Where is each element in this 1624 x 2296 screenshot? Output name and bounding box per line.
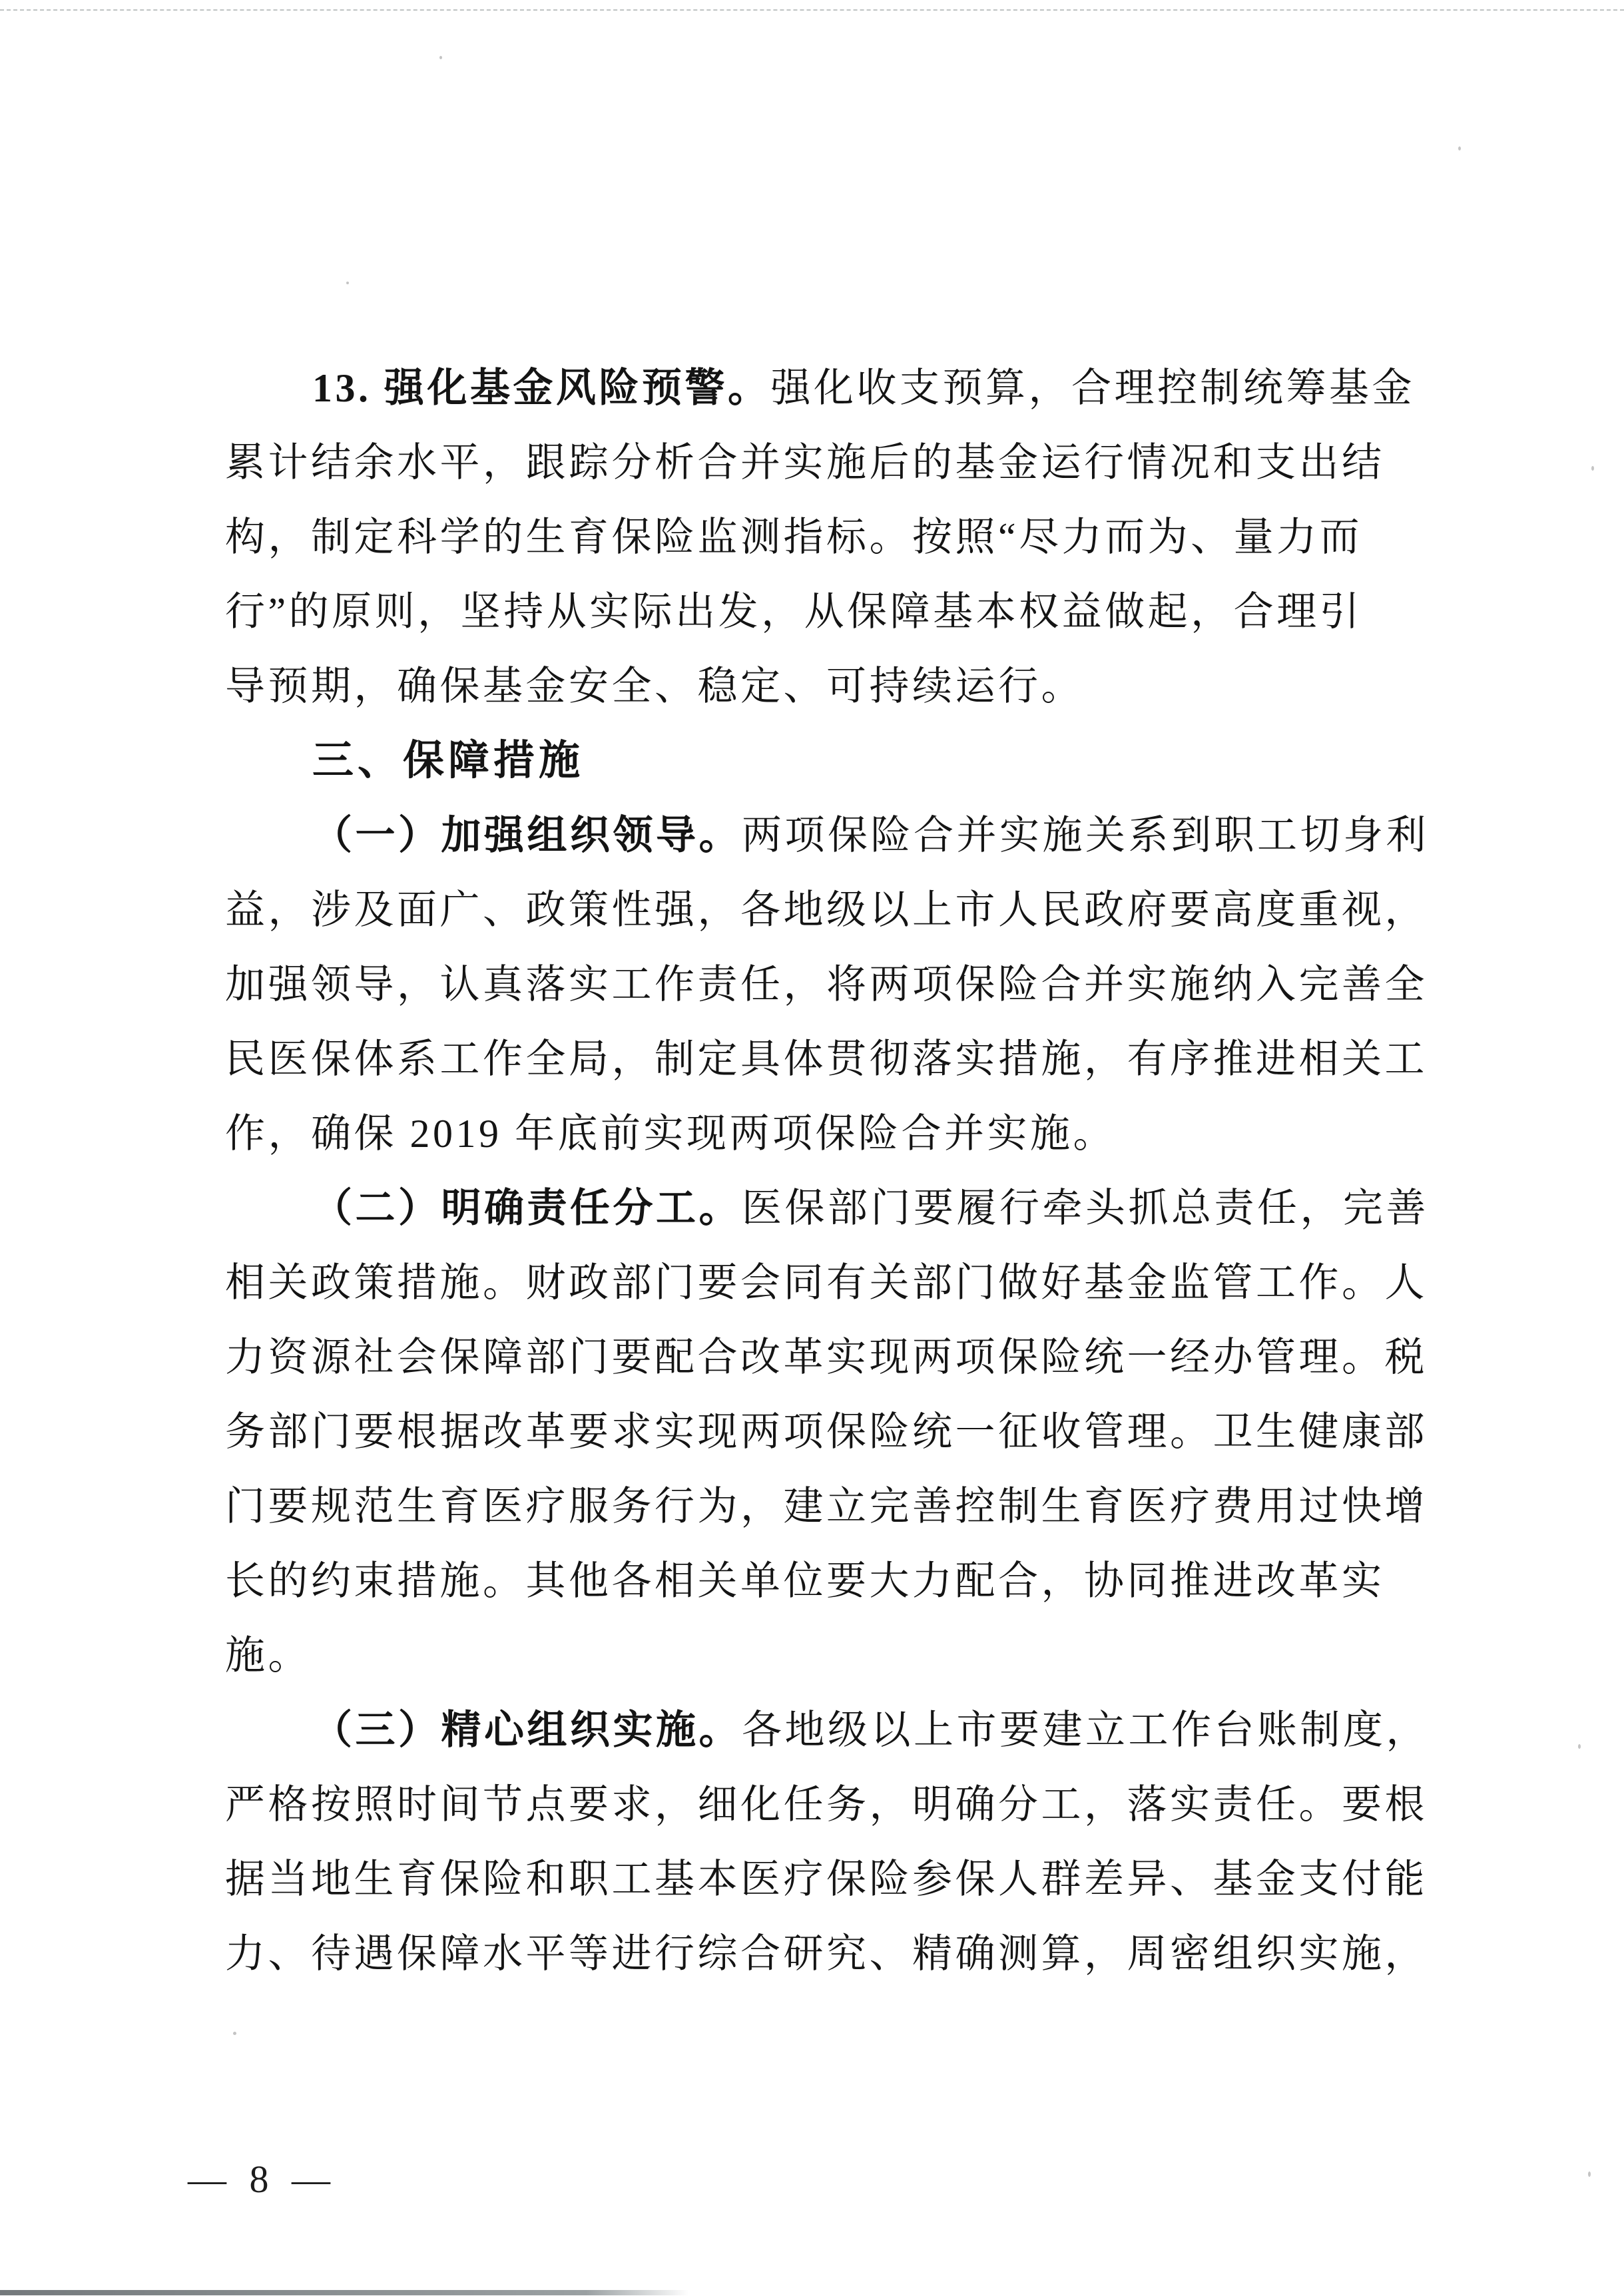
text-line: 相关政策措施。财政部门要会同有关部门做好基金监管工作。人: [225, 1261, 1428, 1305]
scan-speck: [233, 2032, 236, 2035]
text-line: 民医保体系工作全局，制定具体贯彻落实措施，有序推进相关工: [225, 1037, 1428, 1081]
scan-top-edge-artifact: [0, 9, 1624, 11]
paragraph-lead: （三）精心组织实施。: [312, 1708, 742, 1752]
text-line: 务部门要根据改革要求实现两项保险统一征收管理。卫生健康部: [225, 1410, 1428, 1454]
text-line: 13. 强化基金风险预警。强化收支预算，合理控制统筹基金: [312, 366, 1415, 410]
scan-speck: [1458, 146, 1461, 150]
scan-speck: [1591, 466, 1594, 471]
scan-bottom-edge-artifact: [0, 2290, 689, 2295]
paragraph-lead: （一）加强组织领导。: [312, 813, 742, 857]
paragraph-lead: （二）明确责任分工。: [312, 1186, 742, 1230]
text-line: 累计结余水平，跟踪分析合并实施后的基金运行情况和支出结: [225, 441, 1385, 485]
document-body: [225, 351, 1429, 1991]
text-line: 作，确保 2019 年底前实现两项保险合并实施。: [225, 1112, 1116, 1156]
scan-speck: [346, 282, 349, 284]
text-line: 施。: [225, 1634, 311, 1678]
text-line: 益，涉及面广、政策性强，各地级以上市人民政府要高度重视，: [225, 888, 1428, 932]
text-line: 导预期，确保基金安全、稳定、可持续运行。: [225, 664, 1084, 708]
section-heading-label: 三、保障措施: [312, 738, 585, 784]
scan-speck: [439, 56, 442, 59]
text-line: 力、待遇保障水平等进行综合研究、精确测算，周密组织实施，: [225, 1932, 1428, 1976]
paragraph-lead: 13. 强化基金风险预警。: [312, 366, 771, 410]
text-line: （一）加强组织领导。两项保险合并实施关系到职工切身利: [312, 813, 1429, 857]
text-line: 力资源社会保障部门要配合改革实现两项保险统一经办管理。税: [225, 1335, 1428, 1379]
text-line: 构，制定科学的生育保险监测指标。按照“尽力而为、量力而: [225, 515, 1363, 559]
text-line: 长的约束措施。其他各相关单位要大力配合，协同推进改革实: [225, 1559, 1385, 1603]
text-line: 严格按照时间节点要求，细化任务，明确分工，落实责任。要根: [225, 1783, 1428, 1827]
scan-speck: [1588, 2172, 1591, 2177]
text-line: 据当地生育保险和职工基本医疗保险参保人群差异、基金支付能: [225, 1857, 1428, 1901]
page-number: — 8 —: [188, 2158, 337, 2201]
text-line: 加强领导，认真落实工作责任，将两项保险合并实施纳入完善全: [225, 963, 1428, 1007]
scan-speck: [1578, 1744, 1581, 1749]
text-line: 门要规范生育医疗服务行为，建立完善控制生育医疗费用过快增: [225, 1485, 1428, 1528]
text-line: 行”的原则，坚持从实际出发，从保障基本权益做起，合理引: [225, 590, 1363, 634]
text-line: （三）精心组织实施。各地级以上市要建立工作台账制度，: [312, 1708, 1429, 1752]
section-heading: [225, 724, 1417, 798]
text-line: （二）明确责任分工。医保部门要履行牵头抓总责任，完善: [312, 1186, 1429, 1230]
